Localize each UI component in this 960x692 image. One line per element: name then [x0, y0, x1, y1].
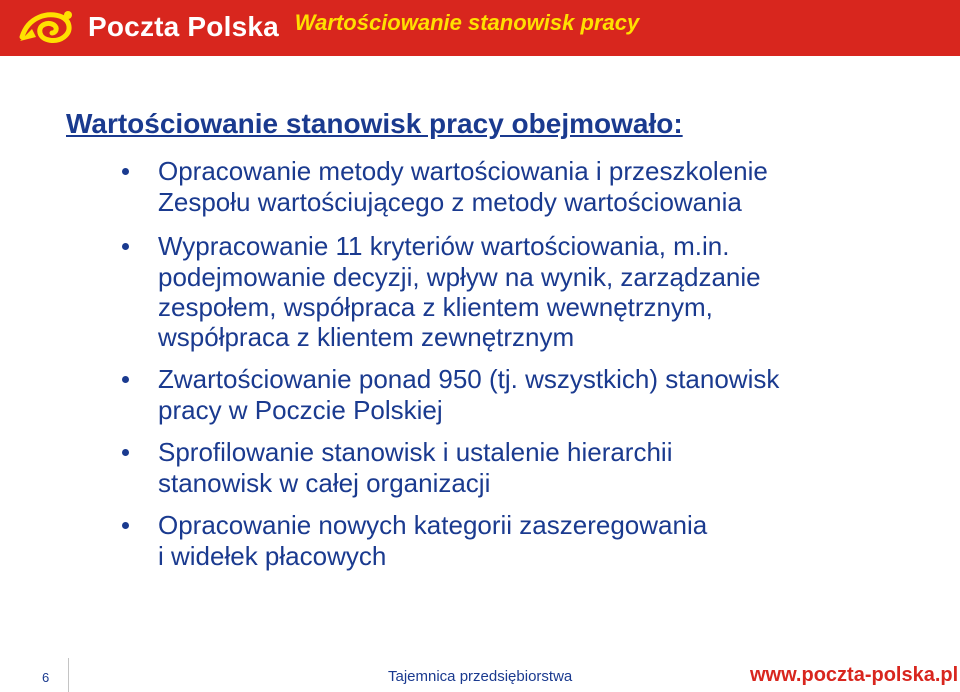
bullet-line: Wypracowanie 11 kryteriów wartościowania, m.in. [158, 231, 730, 261]
confidentiality-note: Tajemnica przedsiębiorstwa [388, 668, 573, 685]
bullet-item [118, 156, 898, 217]
bullet-item [118, 364, 898, 425]
bullet-list [118, 156, 898, 571]
bullet-line: zespołem, współpraca z klientem wewnętrznym, [158, 292, 713, 322]
bullet-line: Sprofilowanie stanowisk i ustalenie hierarchii [158, 437, 673, 467]
bullet-dot-icon [122, 243, 129, 250]
bullet-dot-icon [122, 522, 129, 529]
bullet-line: Opracowanie metody wartościowania i przeszkolenie [158, 156, 768, 186]
bullet-line: i widełek płacowych [158, 541, 387, 571]
bullet-dot-icon [122, 168, 129, 175]
bullet-dot-icon [122, 449, 129, 456]
bullet-line: Zespołu wartościującego z metody wartościowania [158, 187, 742, 217]
bullet-line: Zwartościowanie ponad 950 (tj. wszystkich) stanowisk [158, 364, 780, 394]
header-bar [0, 0, 960, 56]
bullet-line: podejmowanie decyzji, wpływ na wynik, zarządzanie [158, 262, 761, 292]
bullet-dot-icon [122, 376, 129, 383]
slide-title: Wartościowanie stanowisk pracy obejmowało: [66, 108, 683, 139]
header-title: Wartościowanie stanowisk pracy [294, 10, 640, 35]
bullet-item [118, 510, 898, 571]
poczta-polska-logo[interactable] [18, 4, 279, 50]
bullet-line: współpraca z klientem zewnętrznym [158, 322, 575, 352]
posthorn-icon [18, 7, 80, 47]
footer-divider [68, 658, 69, 692]
bullet-line: pracy w Poczcie Polskiej [158, 395, 443, 425]
page-number: 6 [42, 670, 50, 685]
bullet-line: Opracowanie nowych kategorii zaszeregowania [158, 510, 708, 540]
bullet-line: stanowisk w całej organizacji [158, 468, 491, 498]
bullet-item [118, 231, 898, 352]
logo-text: Poczta Polska [88, 11, 279, 42]
website-link[interactable]: www.poczta-polska.pl [750, 664, 959, 686]
bullet-item [118, 437, 898, 498]
